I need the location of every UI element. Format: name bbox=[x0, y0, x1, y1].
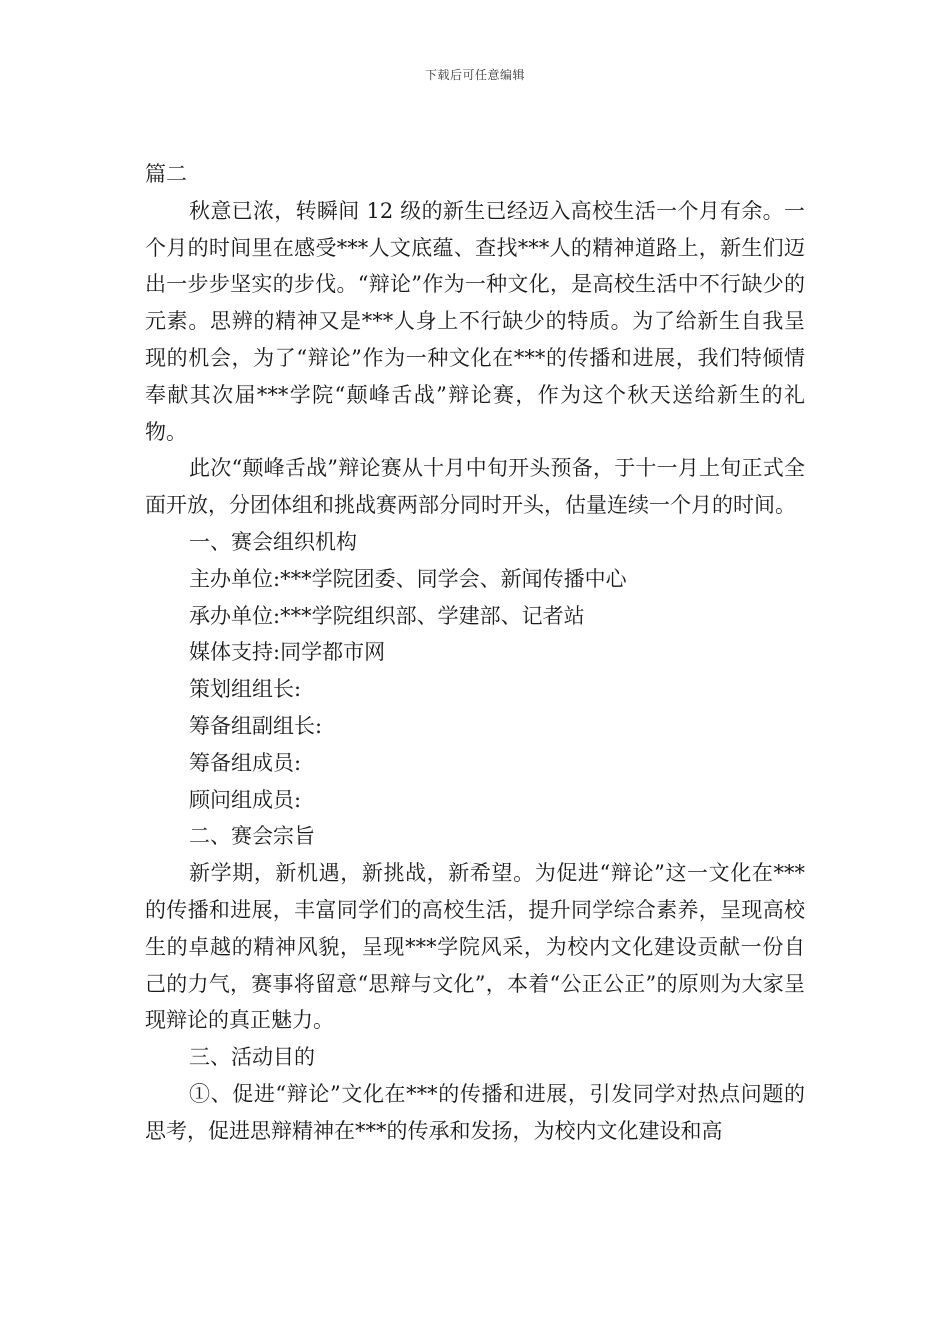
org-item-advisors: 顾问组成员: bbox=[189, 787, 302, 812]
org-item-prep-members: 筹备组成员: bbox=[189, 750, 302, 775]
page-header-note: 下载后可任意编辑 bbox=[424, 68, 525, 82]
document-body bbox=[145, 156, 805, 1150]
section2-body: 新学期，新机遇，新挑战，新希望。为促进“辩论”这一文化在***的传播和进展，丰富同学们的高校生活，提升同学综合素养，呈现高校生的卓越的精神风貌，呈现***学院风采，为校内文化建设贡献一份自己的力气，赛事将留意“思辩与文化”，本着“公正公正”的原则为大家呈现辩论的真正魅力。 bbox=[145, 861, 805, 1033]
org-item-prep-deputy: 筹备组副组长: bbox=[189, 713, 323, 738]
org-item-organizer: 承办单位:***学院组织部、学建部、记者站 bbox=[189, 603, 585, 628]
org-item-planning-lead: 策划组组长: bbox=[189, 677, 302, 702]
section2-heading: 二、赛会宗旨 bbox=[189, 824, 315, 849]
section3-body: ①、促进“辩论”文化在***的传播和进展，引发同学对热点问题的思考，促进思辩精神在***的传承和发扬，为校内文化建设和高 bbox=[145, 1081, 805, 1143]
schedule-paragraph: 此次“颠峰舌战”辩论赛从十月中旬开头预备，于十一月上旬正式全面开放，分团体组和挑战赛两部分同时开头，估量连续一个月的时间。 bbox=[145, 456, 805, 518]
intro-paragraph: 秋意已浓，转瞬间 12 级的新生已经迈入高校生活一个月有余。一个月的时间里在感受***人文底蕴、查找***人的精神道路上，新生们迈出一步步坚实的步伐。“辩论”作为一种文化，是高校生活中不行缺少的元素。思辨的精神又是***人身上不行缺少的特质。为了给新生自我呈现的机会，为了“辩论”作为一种文化在***的传播和进展，我们特倾情奉献其次届***学院“颠峰舌战”辩论赛，作为这个秋天送给新生的礼物。 bbox=[145, 198, 805, 444]
org-item-host: 主办单位:***学院团委、同学会、新闻传播中心 bbox=[189, 566, 627, 591]
org-item-media: 媒体支持:同学都市网 bbox=[189, 640, 386, 665]
section1-heading: 一、赛会组织机构 bbox=[189, 529, 357, 554]
section-title: 篇二 bbox=[145, 162, 187, 186]
section3-heading: 三、活动目的 bbox=[189, 1045, 315, 1070]
